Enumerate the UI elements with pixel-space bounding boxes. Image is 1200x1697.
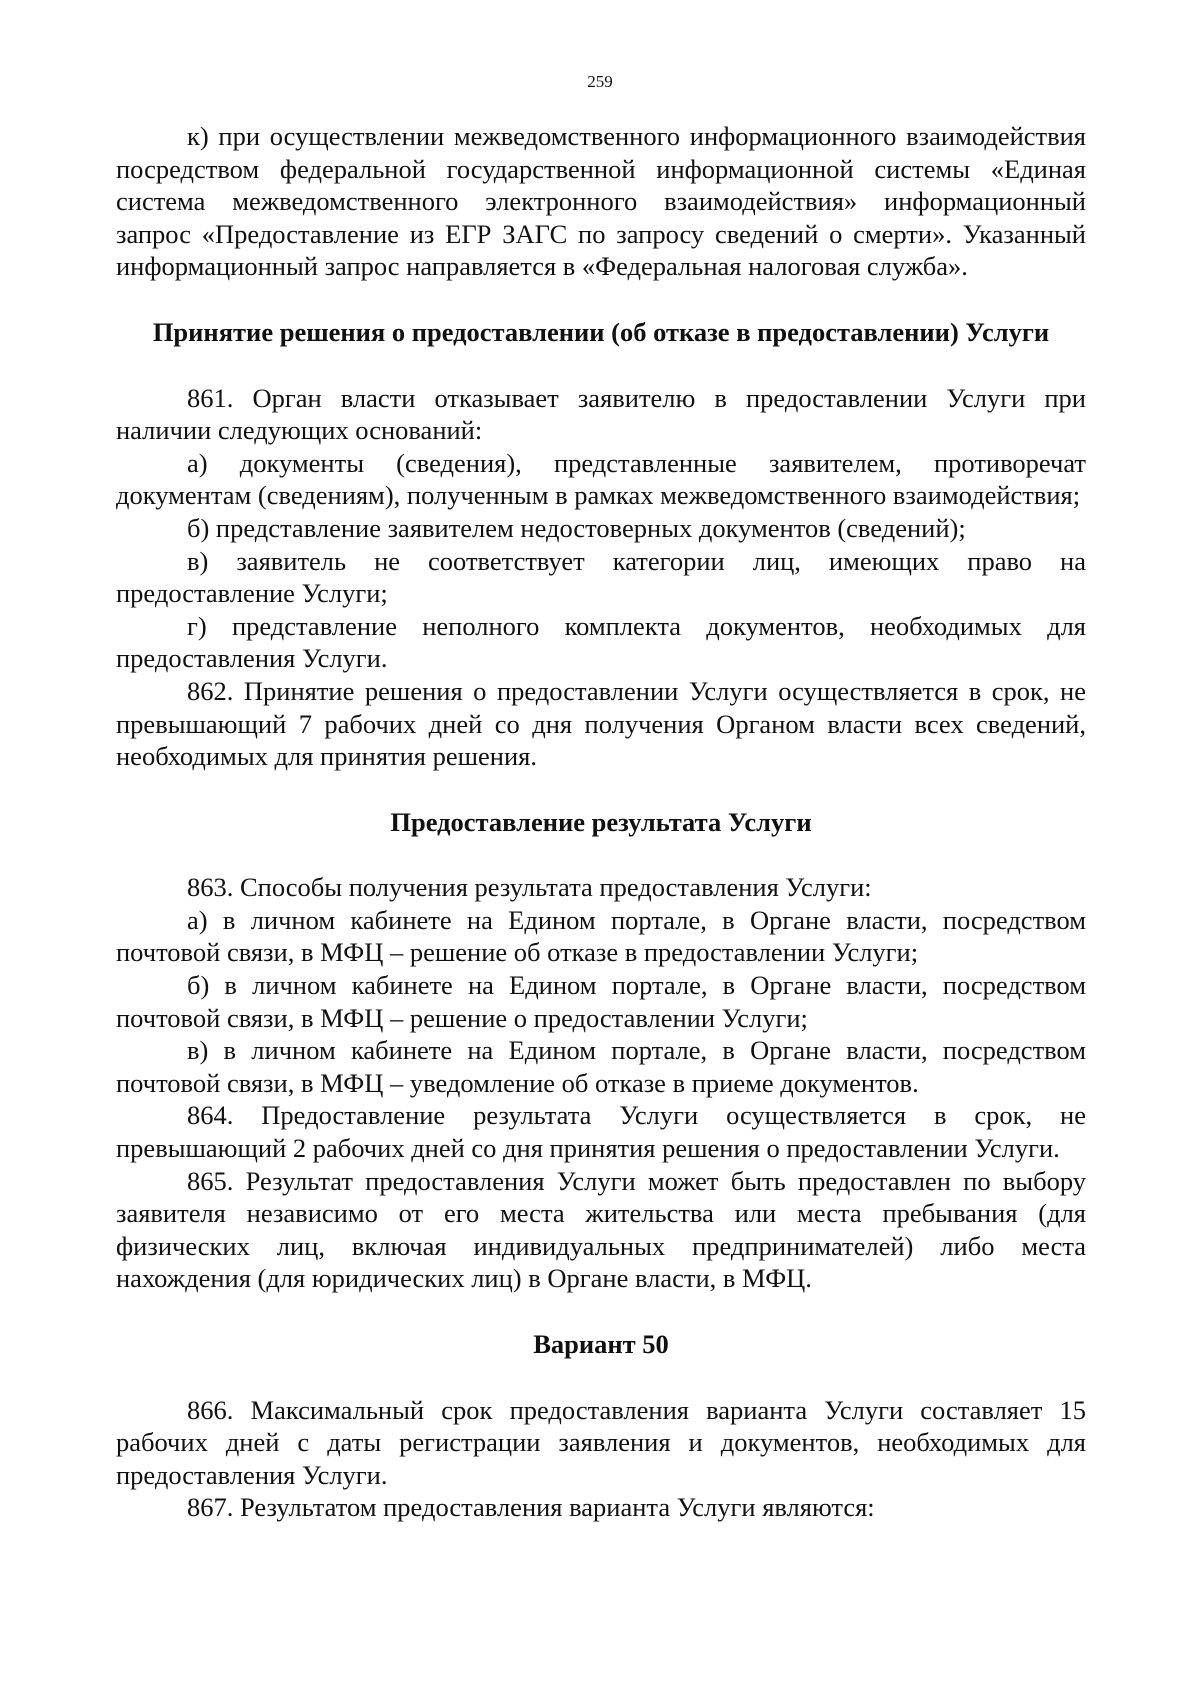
paragraph-867: 867. Результатом предоставления варианта Услуги являются: (187, 1492, 875, 1523)
paragraph-861-b: б) представление заявителем недостоверных документов (сведений); (187, 512, 966, 543)
paragraph-861-v: в) заявитель не соответствует категории лиц, имеющих право на предоставление Услуги; (116, 545, 1086, 609)
paragraph-865: 865. Результат предоставления Услуги может быть предоставлен по выбору заявителя независимо от его места жительства или места пребывания (для физических лиц, включая индивидуальных предпринимателей) либо места нахождения (для юридических лиц) в Органе власти, в МФЦ. (116, 1165, 1086, 1294)
page-number: 259 (587, 72, 613, 91)
paragraph-861-a: а) документы (сведения), представленные заявителем, противоречат документам (сведениям), полученным в рамках межведомственного взаимодействия; (116, 447, 1086, 511)
paragraph-864: 864. Предоставление результата Услуги осуществляется в срок, не превышающий 2 рабочих дней со дня принятия решения о предоставлении Услуги. (116, 1100, 1086, 1164)
paragraph-k: к) при осуществлении межведомственного информационного взаимодействия посредством федеральной государственной информационной системы «Единая система межведомственного электронного взаимодействия» информационный запрос «Предоставление из ЕГР ЗАГС по запросу сведений о смерти». Указанный информационный запрос направляется в «Федеральная налоговая служба». (116, 121, 1086, 282)
paragraph-863: 863. Способы получения результата предоставления Услуги: (187, 872, 872, 903)
paragraph-863-v: в) в личном кабинете на Едином портале, в Органе власти, посредством почтовой связи, в МФЦ – уведомление об отказе в приеме документов. (116, 1035, 1086, 1098)
paragraph-863-a: а) в личном кабинете на Едином портале, в Органе власти, посредством почтовой связи, в МФЦ – решение об отказе в предоставлении Услуги; (116, 904, 1086, 968)
paragraph-863-b: б) в личном кабинете на Едином портале, в Органе власти, посредством почтовой связи, в МФЦ – решение о предоставлении Услуги; (116, 970, 1086, 1033)
paragraph-861-g: г) представление неполного комплекта документов, необходимых для предоставления Услуги. (116, 610, 1086, 674)
paragraph-862: 862. Принятие решения о предоставлении Услуги осуществляется в срок, не превышающий 7 рабочих дней со дня получения Органом власти всех сведений, необходимых для принятия решения. (116, 675, 1086, 772)
section-heading-decision: Принятие решения о предоставлении (об отказе в предоставлении) Услуги (152, 316, 1050, 347)
section-heading-result: Предоставление результата Услуги (390, 806, 812, 837)
section-heading-variant: Вариант 50 (533, 1329, 669, 1359)
paragraph-866: 866. Максимальный срок предоставления варианта Услуги составляет 15 рабочих дней с даты регистрации заявления и документов, необходимых для предоставления Услуги. (116, 1394, 1086, 1490)
paragraph-861: 861. Орган власти отказывает заявителю в предоставлении Услуги при наличии следующих оснований: (116, 382, 1086, 446)
document-body (116, 120, 1086, 1524)
